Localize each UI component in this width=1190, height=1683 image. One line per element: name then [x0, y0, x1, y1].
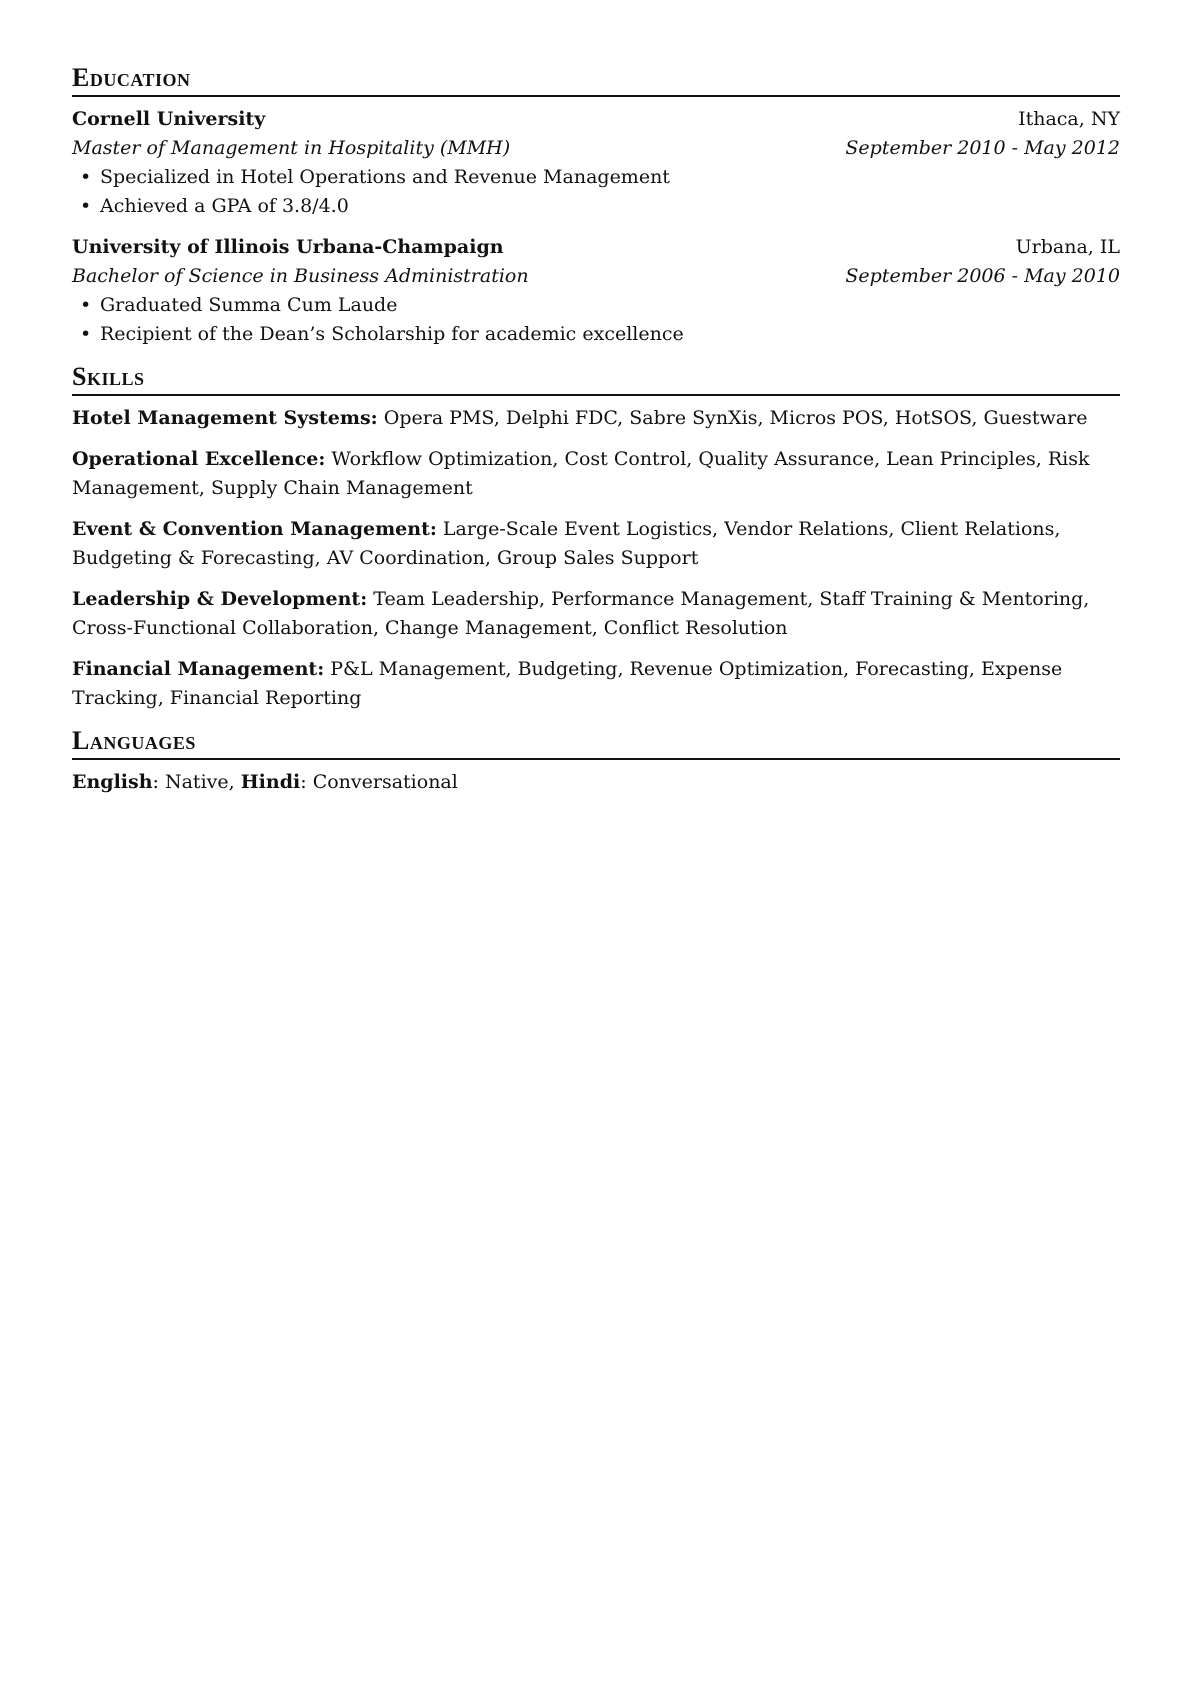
language-separator: :	[152, 771, 165, 793]
education-dates: September 2006 - May 2010	[845, 265, 1120, 287]
skill-details: Opera PMS, Delphi FDC, Sabre SynXis, Micros POS, HotSOS, Guestware	[383, 407, 1088, 429]
resume-page	[72, 62, 1120, 801]
skill-item	[72, 404, 1120, 433]
skill-category: Operational Excellence:	[72, 448, 326, 470]
skill-category: Hotel Management Systems:	[72, 407, 378, 429]
skill-details: P&L Management, Budgeting, Revenue Optimization, Forecasting, Expense Tracking, Financial Reporting	[72, 658, 1063, 709]
education-entry-subheader	[72, 262, 1120, 291]
education-entry	[72, 105, 1120, 221]
language-level: Native	[164, 771, 229, 793]
language-separator: ,	[228, 771, 241, 793]
bullet-text: Specialized in Hotel Operations and Revenue Management	[100, 166, 670, 188]
bullet-text: Recipient of the Dean’s Scholarship for academic excellence	[100, 323, 684, 345]
languages-line	[72, 768, 1120, 797]
list-item	[72, 291, 1120, 320]
list-item	[72, 192, 1120, 221]
skills-list	[72, 404, 1120, 713]
bullet-text: Graduated Summa Cum Laude	[100, 294, 398, 316]
skill-item	[72, 445, 1120, 503]
skill-details: Large-Scale Event Logistics, Vendor Relations, Client Relations, Budgeting & Forecasting, AV Coordination, Group Sales Support	[72, 518, 1061, 569]
degree-name: Bachelor of Science in Business Administration	[72, 265, 529, 287]
education-section	[72, 62, 1120, 349]
language-name: Hindi	[240, 771, 301, 793]
skill-item	[72, 515, 1120, 573]
education-entry-header	[72, 105, 1120, 134]
bullet-icon: •	[80, 166, 92, 188]
section-title-skills: Skills	[72, 362, 145, 391]
section-divider	[72, 394, 1120, 396]
list-item	[72, 163, 1120, 192]
skill-item	[72, 655, 1120, 713]
skill-item	[72, 585, 1120, 643]
language-name: English	[72, 771, 153, 793]
institution-name: Cornell University	[72, 108, 266, 130]
education-entry	[72, 233, 1120, 349]
section-divider	[72, 758, 1120, 760]
skill-details: Team Leadership, Performance Management, Staff Training & Mentoring, Cross-Functional Collaboration, Change Management, Conflict Resolution	[72, 588, 1090, 639]
education-bullets	[72, 163, 1120, 221]
skill-category: Leadership & Development:	[72, 588, 368, 610]
section-divider	[72, 95, 1120, 97]
skill-details: Workflow Optimization, Cost Control, Quality Assurance, Lean Principles, Risk Management, Supply Chain Management	[72, 448, 1090, 499]
institution-location: Ithaca, NY	[1018, 108, 1120, 130]
institution-location: Urbana, IL	[1015, 236, 1120, 258]
degree-name: Master of Management in Hospitality (MMH)	[72, 137, 511, 159]
education-bullets	[72, 291, 1120, 349]
skill-category: Financial Management:	[72, 658, 325, 680]
education-entry-subheader	[72, 134, 1120, 163]
languages-section	[72, 725, 1120, 797]
language-level: Conversational	[312, 771, 458, 793]
language-separator: :	[300, 771, 313, 793]
section-title-languages: Languages	[72, 726, 196, 755]
bullet-text: Achieved a GPA of 3.8/4.0	[100, 195, 349, 217]
institution-name: University of Illinois Urbana-Champaign	[72, 236, 504, 258]
list-item	[72, 320, 1120, 349]
skills-section	[72, 361, 1120, 713]
education-dates: September 2010 - May 2012	[845, 137, 1120, 159]
section-title-education: Education	[72, 63, 191, 92]
bullet-icon: •	[80, 195, 92, 217]
bullet-icon: •	[80, 323, 92, 345]
bullet-icon: •	[80, 294, 92, 316]
skill-category: Event & Convention Management:	[72, 518, 437, 540]
education-entry-header	[72, 233, 1120, 262]
